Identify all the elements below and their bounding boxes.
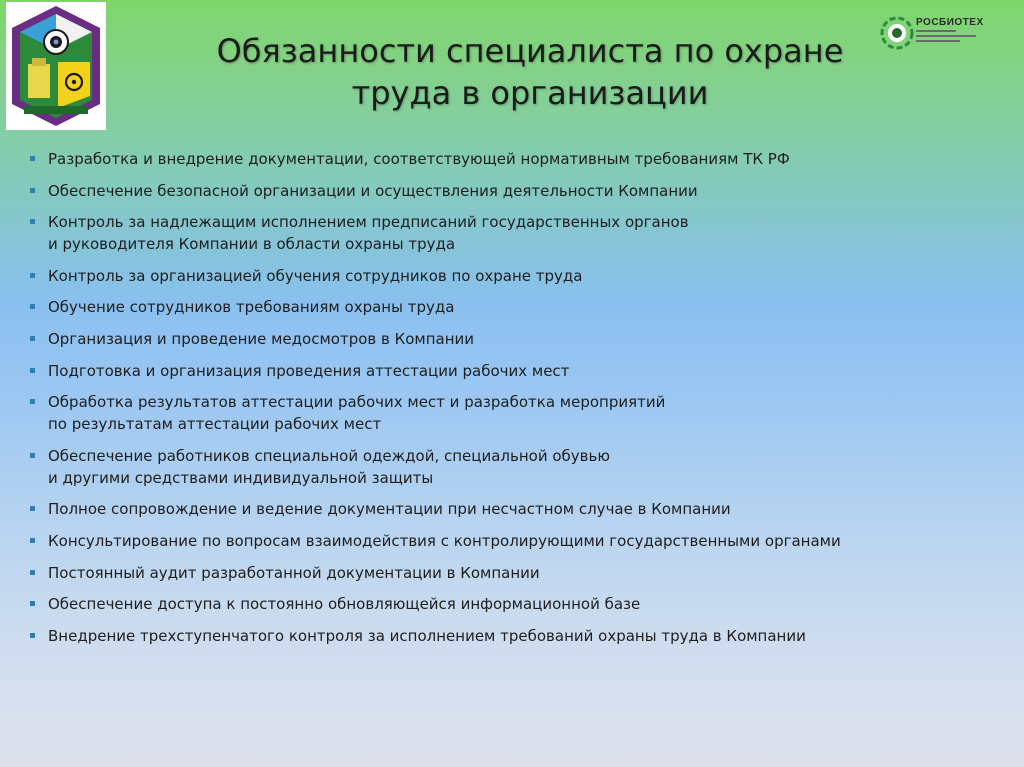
list-item [30,328,990,350]
bullet-icon [30,273,35,278]
list-item-text: Обеспечение безопасной организации и осуществления деятельности Компании [48,181,698,200]
bullet-icon [30,601,35,606]
list-item-text: Контроль за надлежащим исполнением предписаний государственных органов [48,213,689,232]
bullet-icon [30,219,35,224]
list-item-text: и другими средствами индивидуальной защиты [48,468,434,487]
bullet-icon [30,188,35,193]
list-item [30,498,990,520]
list-item [30,148,990,170]
list-item-text: Полное сопровождение и ведение документации при несчастном случае в Компании [48,500,731,519]
bullet-icon [30,156,35,161]
list-item-text: и руководителя Компании в области охраны труда [48,235,456,254]
biohazard-emblem-icon [6,2,106,130]
list-item-text: Постоянный аудит разработанной документации в Компании [48,563,540,582]
brand-name: РОСБИОТЕХ [916,17,984,28]
list-item-text: Подготовка и организация проведения аттестации рабочих мест [48,361,570,380]
bullet-icon [30,368,35,373]
list-item-text: Обработка результатов аттестации рабочих мест и разработка мероприятий [48,393,666,412]
bullet-icon [30,399,35,404]
bullet-icon [30,453,35,458]
list-item-text: Обеспечение работников специальной одеждой, специальной обувью [48,446,610,465]
list-item-text: Консультирование по вопросам взаимодействия с контролирующими государственными органами [48,531,841,550]
title-line-1: Обязанности специалиста по охране [216,32,844,70]
list-item-text: Обеспечение доступа к постоянно обновляющейся информационной базе [48,595,641,614]
list-item-text: Внедрение трехступенчатого контроля за исполнением требований охраны труда в Компании [48,626,806,645]
list-item-text: Обучение сотрудников требованиям охраны труда [48,298,455,317]
list-item [30,211,990,255]
list-item [30,180,990,202]
bullet-icon [30,633,35,638]
title-line-2: труда в организации [351,74,709,112]
page-title [120,30,940,114]
duties-list [30,148,990,656]
list-item [30,445,990,489]
bullet-icon [30,304,35,309]
bullet-icon [30,336,35,341]
list-item [30,625,990,647]
list-item-text: Организация и проведение медосмотров в Компании [48,329,475,348]
list-item [30,562,990,584]
list-item [30,265,990,287]
bullet-icon [30,506,35,511]
bullet-icon [30,570,35,575]
bullet-icon [30,538,35,543]
list-item-text: по результатам аттестации рабочих мест [48,415,382,434]
list-item [30,593,990,615]
list-item [30,391,990,435]
list-item [30,296,990,318]
list-item [30,530,990,552]
list-item-text: Контроль за организацией обучения сотрудников по охране труда [48,266,583,285]
list-item-text: Разработка и внедрение документации, соответствующей нормативным требованиям ТК РФ [48,150,790,168]
list-item [30,360,990,382]
emblem [6,2,106,130]
